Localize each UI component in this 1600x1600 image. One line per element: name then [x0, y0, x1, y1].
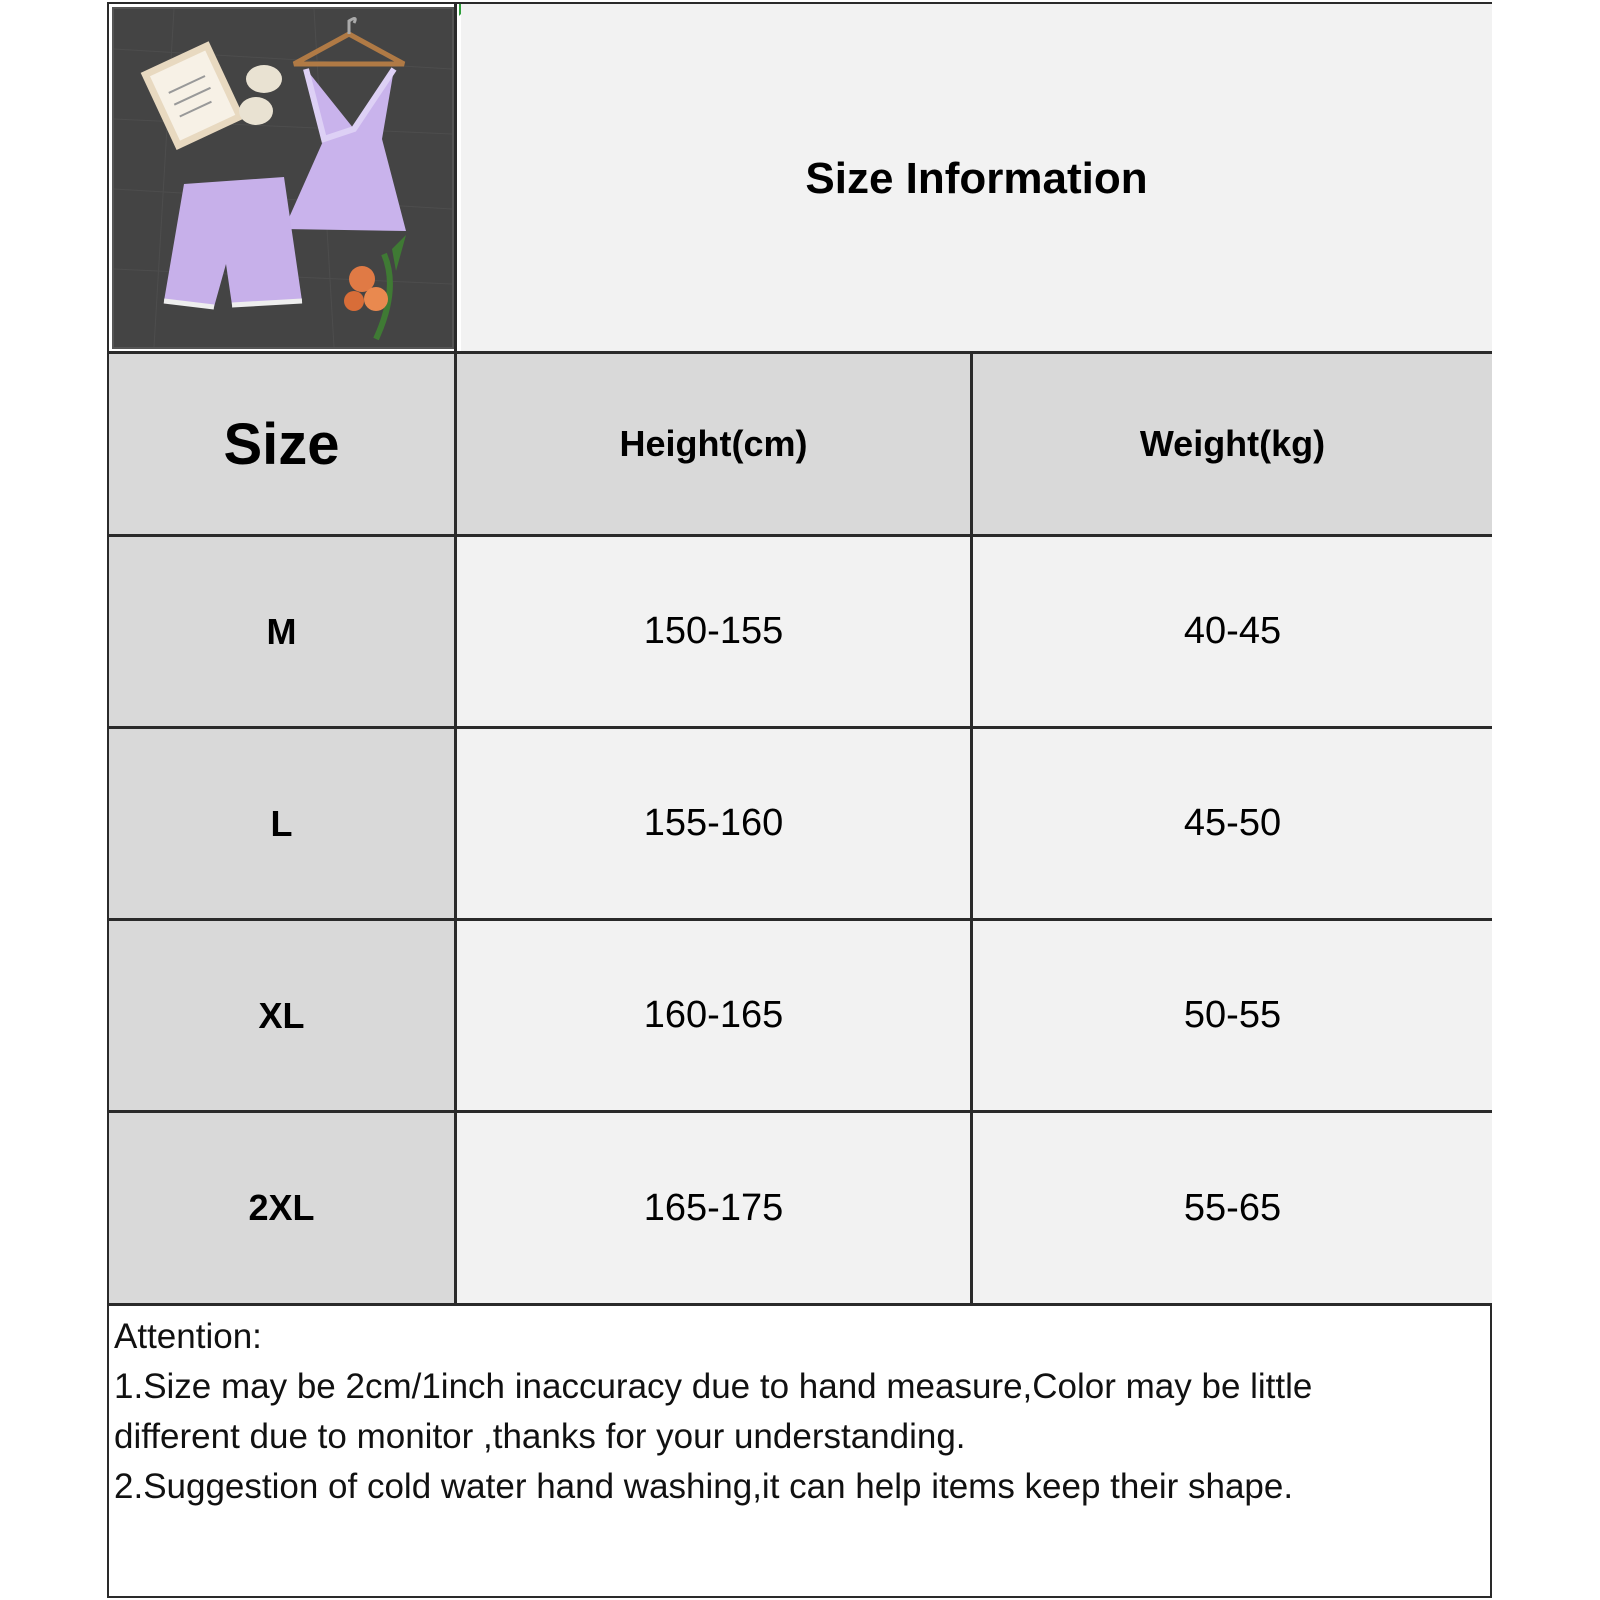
- size-cell: 2XL: [109, 1113, 454, 1303]
- divider: [109, 1303, 1492, 1306]
- height-cell: 165-175: [457, 1113, 970, 1303]
- notes-line: 2.Suggestion of cold water hand washing,it can help items keep their shape.: [114, 1467, 1294, 1506]
- weight-cell: 55-65: [973, 1113, 1492, 1303]
- size-cell: XL: [109, 921, 454, 1110]
- page-title: Size Information: [461, 4, 1492, 354]
- height-cell: 150-155: [457, 537, 970, 726]
- notes-line: different due to monitor ,thanks for your understanding.: [114, 1417, 966, 1456]
- notes-line: 1.Size may be 2cm/1inch inaccuracy due to hand measure,Color may be little: [114, 1367, 1313, 1406]
- notes-heading: Attention:: [114, 1317, 262, 1356]
- height-cell: 160-165: [457, 921, 970, 1110]
- attention-notes: [114, 1312, 1474, 1512]
- weight-cell: 50-55: [973, 921, 1492, 1110]
- product-photo: [112, 7, 454, 349]
- size-cell: L: [109, 729, 454, 918]
- column-header-weight: Weight(kg): [973, 354, 1492, 534]
- column-header-size: Size: [109, 354, 454, 534]
- product-image: [114, 9, 452, 347]
- column-header-height: Height(cm): [457, 354, 970, 534]
- divider: [454, 354, 457, 1303]
- weight-cell: 45-50: [973, 729, 1492, 918]
- weight-cell: 40-45: [973, 537, 1492, 726]
- size-chart: [107, 2, 1492, 1598]
- divider: [454, 4, 457, 354]
- height-cell: 155-160: [457, 729, 970, 918]
- divider: [970, 354, 973, 1303]
- size-cell: M: [109, 537, 454, 726]
